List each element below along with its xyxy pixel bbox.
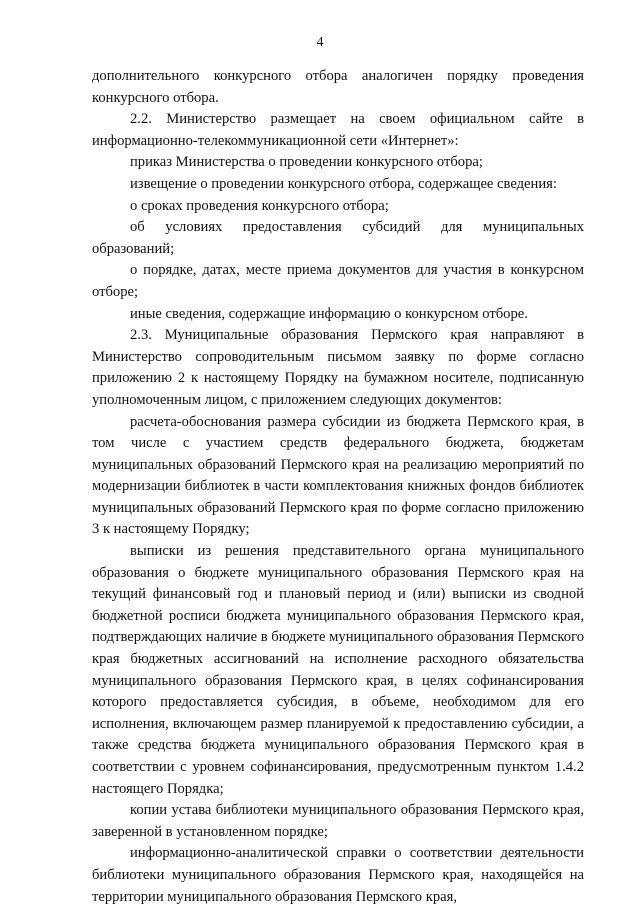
paragraph: расчета-обоснования размера субсидии из бюджета Пермского края, в том числе с участием средств федерального бюджета, бюджетам муниципальных образований Пермского края на реализацию мероприятий по модернизации библиотек в части комплектования книжных фондов библиотек муниципальных образований Пермского края по форме согласно приложению 3 к настоящему Порядку; [92,413,584,538]
document-body [92,66,584,908]
paragraph: об условиях предоставления субсидий для муниципальных образований; [92,219,584,257]
paragraph: копии устава библиотеки муниципального образования Пермского края, заверенной в установленном порядке; [92,802,584,840]
page-number: 4 [316,35,324,50]
paragraph: дополнительного конкурсного отбора аналогичен порядку проведения конкурсного отбора. [92,68,584,106]
paragraph: о сроках проведения конкурсного отбора; [130,197,389,214]
paragraph: выписки из решения представительного органа муниципального образования о бюджете муниципального образования Пермского края на текущий финансовый год и плановый период и (или) выписки из сводной бюджетной росписи бюджета муниципального образования Пермского края, подтверждающих наличие в бюджете муниципального образования Пермского края бюджетных ассигнований на исполнение расходного обязательства муниципального образования Пермского края, в целях софинансирования которого предоставляется субсидия, в объеме, необходимом для его исполнения, включающем размер планируемой к предоставлению субсидии, а также средства бюджета муниципального образования Пермского края в соответствии с уровнем софинансирования, предусмотренным пунктом 1.4.2 настоящего Порядка; [92,543,584,797]
paragraph: о порядке, датах, месте приема документов для участия в конкурсном отборе; [92,262,584,300]
paragraph: приказ Министерства о проведении конкурсного отбора; [130,154,483,171]
paragraph: информационно-аналитической справки о соответствии деятельности библиотеки муниципального образования Пермского края, находящейся на территории муниципального образования Пермского края, [92,845,584,905]
paragraph: 2.3. Муниципальные образования Пермского края направляют в Министерство сопроводительным письмом заявку по форме согласно приложению 2 к настоящему Порядку на бумажном носителе, подписанную уполномоченным лицом, с приложением следующих документов: [92,327,584,408]
paragraph: 2.2. Министерство размещает на своем официальном сайте в информационно-телекоммуникационной сети «Интернет»: [92,111,584,149]
paragraph: иные сведения, содержащие информацию о конкурсном отборе. [130,305,528,322]
paragraph: извещение о проведении конкурсного отбора, содержащее сведения: [130,175,557,192]
